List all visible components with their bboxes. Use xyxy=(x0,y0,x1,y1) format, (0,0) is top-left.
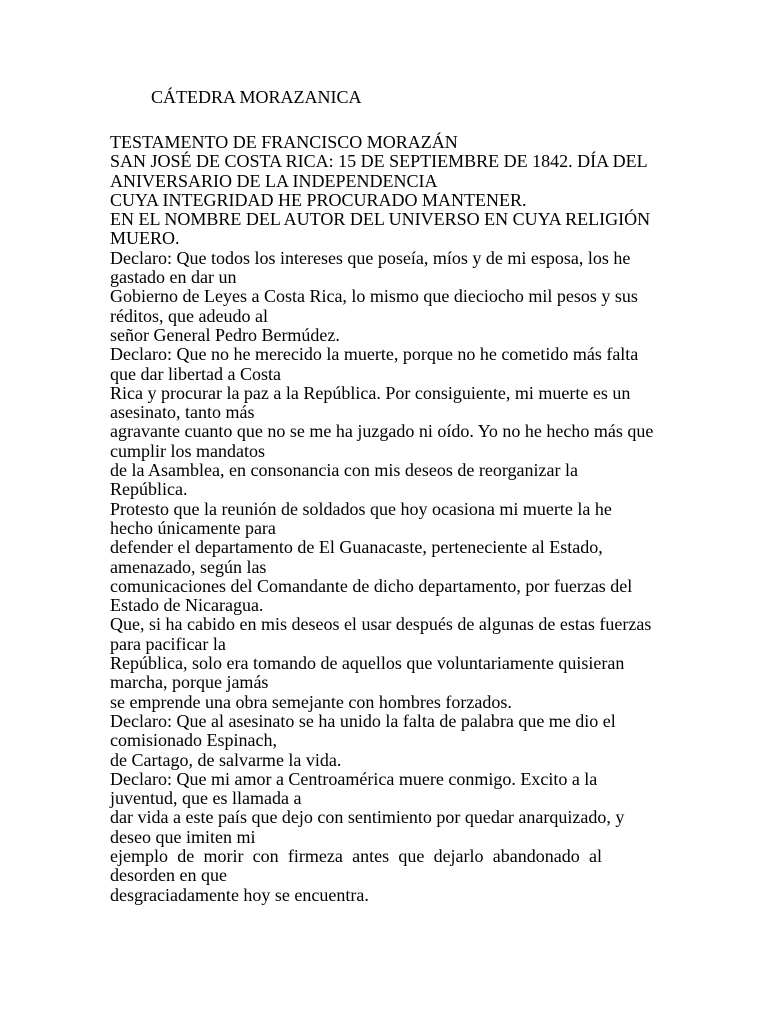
text-line: Rica y procurar la paz a la República. Por consiguiente, mi muerte es un xyxy=(110,382,631,403)
text-line: juventud, que es llamada a xyxy=(110,788,302,809)
text-line: Protesto que la reunión de soldados que hoy ocasiona mi muerte la he xyxy=(110,498,612,519)
text-line: comisionado Espinach, xyxy=(110,730,277,751)
text-line: amenazado, según las xyxy=(110,556,267,577)
text-line: Gobierno de Leyes a Costa Rica, lo mismo que dieciocho mil pesos y sus xyxy=(110,286,638,307)
text-line: desgraciadamente hoy se encuentra. xyxy=(110,884,369,905)
text-line: dar vida a este país que dejo con sentimiento por quedar anarquizado, y xyxy=(110,807,625,828)
text-line: réditos, que adeudo al xyxy=(110,305,268,326)
text-line: República, solo era tomando de aquellos que voluntariamente quisieran xyxy=(110,653,625,674)
text-line: se emprende una obra semejante con hombres forzados. xyxy=(110,691,512,712)
text-line: defender el departamento de El Guanacaste, perteneciente al Estado, xyxy=(110,537,603,558)
text-line: Estado de Nicaragua. xyxy=(110,595,264,616)
text-line: asesinato, tanto más xyxy=(110,402,255,423)
text-line: MUERO. xyxy=(110,228,180,249)
document-header: CÁTEDRA MORAZANICA xyxy=(151,87,362,107)
text-line: Declaro: Que al asesinato se ha unido la falta de palabra que me dio el xyxy=(110,710,616,731)
text-line: CUYA INTEGRIDAD HE PROCURADO MANTENER. xyxy=(110,189,527,210)
text-line: ANIVERSARIO DE LA INDEPENDENCIA xyxy=(110,170,438,191)
text-line: de Cartago, de salvarme la vida. xyxy=(110,749,342,770)
text-line: para pacificar la xyxy=(110,633,226,654)
text-line: EN EL NOMBRE DEL AUTOR DEL UNIVERSO EN CUYA RELIGIÓN xyxy=(110,209,651,230)
text-line: agravante cuanto que no se me ha juzgado ni oído. Yo no he hecho más que xyxy=(110,421,654,442)
text-line: Declaro: Que mi amor a Centroamérica muere conmigo. Excito a la xyxy=(110,768,598,789)
title-line: TESTAMENTO DE FRANCISCO MORAZÁN xyxy=(110,132,458,152)
text-line: gastado en dar un xyxy=(110,267,237,288)
text-line: que dar libertad a Costa xyxy=(110,363,281,384)
text-line: comunicaciones del Comandante de dicho departamento, por fuerzas del xyxy=(110,575,633,596)
text-line: hecho únicamente para xyxy=(110,517,276,538)
text-line: República. xyxy=(110,479,188,500)
text-line: deseo que imiten mi xyxy=(110,826,256,847)
text-line: Que, si ha cabido en mis deseos el usar después de algunas de estas fuerzas xyxy=(110,614,652,635)
text-line: desorden en que xyxy=(110,865,227,886)
document-body xyxy=(110,133,670,905)
text-line: SAN JOSÉ DE COSTA RICA: 15 DE SEPTIEMBRE DE 1842. DÍA DEL xyxy=(110,151,648,172)
text-line: ejemplo de morir con firmeza antes que dejarlo abandonado al xyxy=(110,845,602,866)
text-line: marcha, porque jamás xyxy=(110,672,269,693)
text-line: Declaro: Que todos los intereses que poseía, míos y de mi esposa, los he xyxy=(110,247,631,268)
text-line: de la Asamblea, en consonancia con mis deseos de reorganizar la xyxy=(110,460,578,481)
text-line: señor General Pedro Bermúdez. xyxy=(110,324,340,345)
text-line: Declaro: Que no he merecido la muerte, porque no he cometido más falta xyxy=(110,344,639,365)
text-line: cumplir los mandatos xyxy=(110,440,265,461)
